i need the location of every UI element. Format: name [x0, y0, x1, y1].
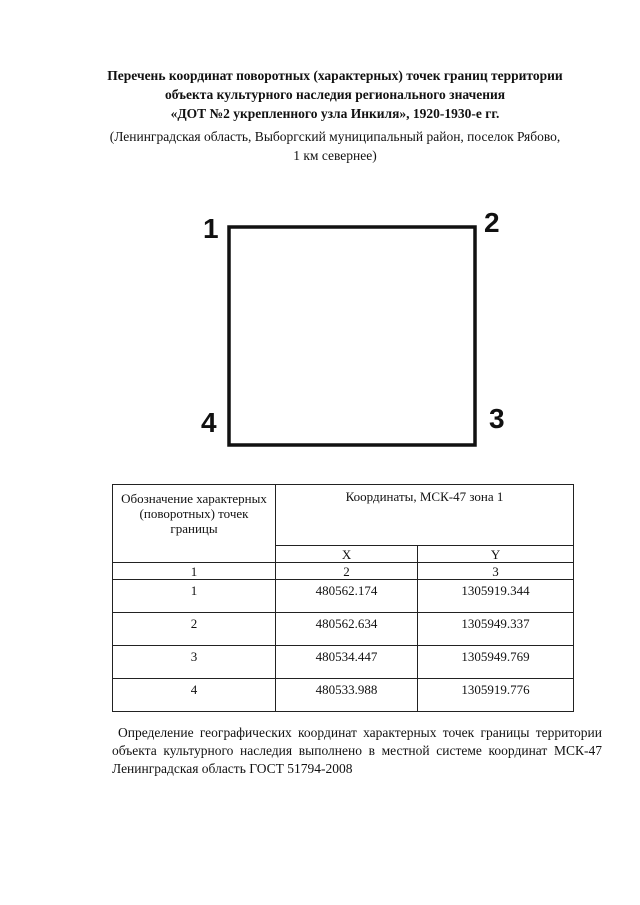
subtitle-line: (Ленинградская область, Выборгский муниципальный район, поселок Рябово, [109, 129, 561, 144]
coordinate-system-note: Определение географических координат характерных точек границы территории объекта культурного наследия выполнено в местной системе координат МСК-47 Ленинградская область ГОСТ 51794-2008 [112, 725, 602, 776]
boundary-outline [195, 205, 515, 460]
designation-header: Обозначение характерных (поворотных) точек границы [113, 485, 276, 563]
table-header-row [113, 485, 574, 546]
coordinate-x: 480562.174 [276, 580, 418, 613]
coordinates-table [112, 484, 574, 712]
table-row [113, 580, 574, 613]
coordinate-y: 1305949.769 [418, 646, 574, 679]
point-number: 1 [113, 580, 276, 613]
point-label-3: 3 [489, 403, 505, 434]
coordinate-y: 1305919.344 [418, 580, 574, 613]
coordinate-x: 480533.988 [276, 679, 418, 712]
coordinate-x: 480534.447 [276, 646, 418, 679]
title-line: «ДОТ №2 укрепленного узла Инкиля», 1920-1930-е гг. [170, 106, 500, 121]
point-number: 2 [113, 613, 276, 646]
column-number: 3 [418, 563, 574, 580]
coordinate-y: 1305949.337 [418, 613, 574, 646]
table-row [113, 679, 574, 712]
column-number: 2 [276, 563, 418, 580]
table-row [113, 646, 574, 679]
column-number: 1 [113, 563, 276, 580]
point-label-1: 1 [203, 213, 219, 244]
coordinate-x: 480562.634 [276, 613, 418, 646]
table-row [113, 613, 574, 646]
subtitle-line: 1 км севернее) [293, 148, 377, 163]
column-number-row [113, 563, 574, 580]
document-subtitle [80, 127, 590, 165]
column-x-header: X [276, 546, 418, 563]
coordinate-y: 1305919.776 [418, 679, 574, 712]
document-title [80, 66, 590, 123]
point-number: 3 [113, 646, 276, 679]
title-line: Перечень координат поворотных (характерных) точек границ территории [107, 68, 563, 83]
point-number: 4 [113, 679, 276, 712]
boundary-rectangle [229, 227, 475, 445]
point-label-4: 4 [201, 407, 217, 438]
boundary-scheme [195, 205, 515, 460]
title-line: объекта культурного наследия регионального значения [164, 87, 506, 102]
column-y-header: Y [418, 546, 574, 563]
coordinates-header: Координаты, МСК-47 зона 1 [276, 485, 574, 546]
point-label-2: 2 [484, 207, 500, 238]
